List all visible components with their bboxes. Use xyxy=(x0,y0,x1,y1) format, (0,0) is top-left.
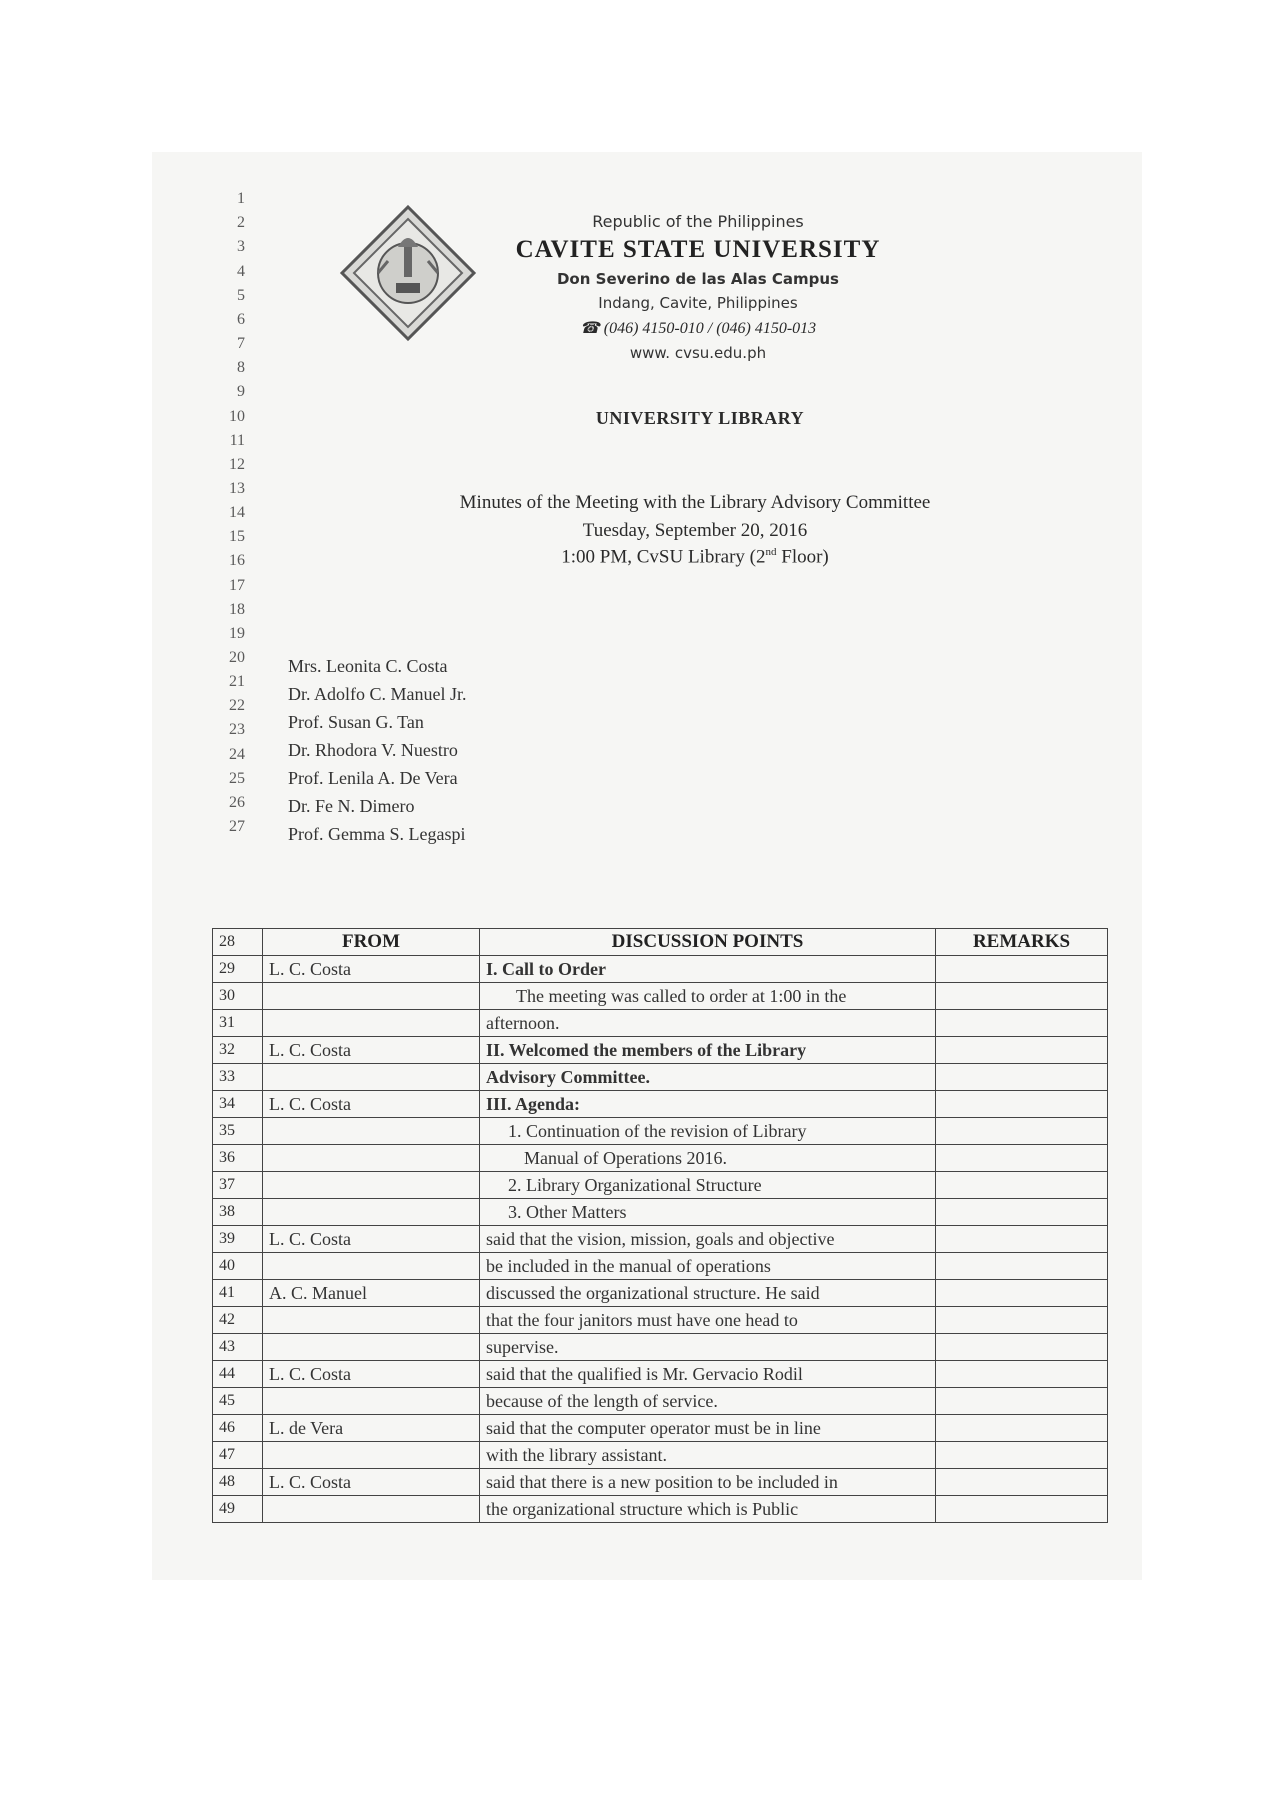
line-number: 12 xyxy=(229,456,245,473)
line-number: 28 xyxy=(213,929,263,956)
remarks-cell xyxy=(936,956,1108,983)
website: www. cvsu.edu.ph xyxy=(629,344,767,362)
remarks-cell xyxy=(936,1226,1108,1253)
attendee-name: Dr. Adolfo C. Manuel Jr. xyxy=(288,684,467,704)
remarks-cell xyxy=(936,1361,1108,1388)
line-number: 8 xyxy=(237,359,245,376)
line-number: 35 xyxy=(213,1118,263,1145)
line-number: 15 xyxy=(229,528,245,545)
discussion-cell: II. Welcomed the members of the Library xyxy=(480,1037,936,1064)
table-row xyxy=(213,1442,1108,1469)
meeting-title: Minutes of the Meeting with the Library Advisory Committee xyxy=(459,492,931,513)
line-number: 40 xyxy=(213,1253,263,1280)
discussion-cell: that the four janitors must have one head to xyxy=(480,1307,936,1334)
campus-name: Don Severino de las Alas Campus xyxy=(556,270,839,288)
table-row xyxy=(213,956,1108,983)
remarks-cell xyxy=(936,1037,1108,1064)
discussion-cell: with the library assistant. xyxy=(480,1442,936,1469)
from-cell xyxy=(263,1064,480,1091)
discussion-cell: Advisory Committee. xyxy=(480,1064,936,1091)
line-number: 43 xyxy=(213,1334,263,1361)
remarks-cell xyxy=(936,1091,1108,1118)
discussion-cell: because of the length of service. xyxy=(480,1388,936,1415)
meeting-time-place xyxy=(400,546,990,568)
line-number: 23 xyxy=(229,721,245,738)
from-cell: L. C. Costa xyxy=(263,956,480,983)
line-number: 20 xyxy=(229,649,245,666)
remarks-cell xyxy=(936,1469,1108,1496)
remarks-cell xyxy=(936,1010,1108,1037)
meeting-date: Tuesday, September 20, 2016 xyxy=(582,520,808,541)
attendee-name: Dr. Fe N. Dimero xyxy=(288,796,415,816)
line-number: 4 xyxy=(237,263,245,280)
attendee-name: Prof. Susan G. Tan xyxy=(288,712,424,732)
remarks-cell xyxy=(936,1307,1108,1334)
remarks-cell xyxy=(936,1253,1108,1280)
meeting-time-place-text: 1:00 PM, CvSU Library (2 xyxy=(561,546,766,568)
phone-numbers: ☎ (046) 4150-010 / (046) 4150-013 xyxy=(579,320,817,337)
line-number: 46 xyxy=(213,1415,263,1442)
university-name: CAVITE STATE UNIVERSITY xyxy=(515,236,881,263)
meeting-floor-text: Floor) xyxy=(776,546,829,568)
table-row xyxy=(213,1199,1108,1226)
discussion-cell: said that there is a new position to be included in xyxy=(480,1469,936,1496)
table-row xyxy=(213,1145,1108,1172)
from-cell xyxy=(263,1172,480,1199)
line-number: 2 xyxy=(237,214,245,231)
line-number: 6 xyxy=(237,311,245,328)
remarks-cell xyxy=(936,1334,1108,1361)
line-number: 47 xyxy=(213,1442,263,1469)
from-cell xyxy=(263,1442,480,1469)
office-title: UNIVERSITY LIBRARY xyxy=(595,408,805,428)
line-number: 10 xyxy=(229,408,245,425)
table-row xyxy=(213,1496,1108,1523)
discussion-cell: 3. Other Matters xyxy=(480,1199,936,1226)
from-cell xyxy=(263,1010,480,1037)
line-number: 49 xyxy=(213,1496,263,1523)
line-number: 3 xyxy=(237,238,245,255)
line-number: 21 xyxy=(229,673,245,690)
line-number: 48 xyxy=(213,1469,263,1496)
table-row xyxy=(213,983,1108,1010)
from-cell xyxy=(263,983,480,1010)
discussion-header: DISCUSSION POINTS xyxy=(480,929,936,956)
table-row xyxy=(213,1226,1108,1253)
line-number: 11 xyxy=(229,432,245,449)
from-cell xyxy=(263,1334,480,1361)
line-number: 16 xyxy=(229,552,245,569)
line-number: 30 xyxy=(213,983,263,1010)
table-row xyxy=(213,1064,1108,1091)
attendee-name: Dr. Rhodora V. Nuestro xyxy=(288,740,458,760)
discussion-cell: be included in the manual of operations xyxy=(480,1253,936,1280)
table-row xyxy=(213,1469,1108,1496)
remarks-header: REMARKS xyxy=(936,929,1108,956)
remarks-cell xyxy=(936,1118,1108,1145)
from-cell: L. C. Costa xyxy=(263,1361,480,1388)
line-number: 29 xyxy=(213,956,263,983)
from-cell xyxy=(263,1307,480,1334)
discussion-cell: Manual of Operations 2016. xyxy=(480,1145,936,1172)
discussion-cell: The meeting was called to order at 1:00 in the xyxy=(480,983,936,1010)
line-number: 22 xyxy=(229,697,245,714)
meeting-floor-superscript: nd xyxy=(765,546,777,558)
table-row xyxy=(213,1091,1108,1118)
from-cell xyxy=(263,1496,480,1523)
line-number: 44 xyxy=(213,1361,263,1388)
from-cell: L. C. Costa xyxy=(263,1469,480,1496)
discussion-cell: 2. Library Organizational Structure xyxy=(480,1172,936,1199)
line-number: 34 xyxy=(213,1091,263,1118)
line-number: 37 xyxy=(213,1172,263,1199)
from-header: FROM xyxy=(263,929,480,956)
discussion-cell: the organizational structure which is Public xyxy=(480,1496,936,1523)
remarks-cell xyxy=(936,1496,1108,1523)
minutes-table xyxy=(212,928,1108,1523)
from-cell xyxy=(263,1145,480,1172)
line-number: 26 xyxy=(229,794,245,811)
table-row xyxy=(213,1307,1108,1334)
remarks-cell xyxy=(936,1172,1108,1199)
table-row xyxy=(213,1118,1108,1145)
remarks-cell xyxy=(936,1199,1108,1226)
table-row xyxy=(213,1415,1108,1442)
line-number: 18 xyxy=(229,601,245,618)
discussion-cell: said that the vision, mission, goals and objective xyxy=(480,1226,936,1253)
line-number: 39 xyxy=(213,1226,263,1253)
table-row xyxy=(213,1172,1108,1199)
discussion-cell: 1. Continuation of the revision of Library xyxy=(480,1118,936,1145)
discussion-cell: said that the qualified is Mr. Gervacio Rodil xyxy=(480,1361,936,1388)
line-number: 24 xyxy=(229,746,245,763)
remarks-cell xyxy=(936,1442,1108,1469)
from-cell: A. C. Manuel xyxy=(263,1280,480,1307)
from-cell: L. C. Costa xyxy=(263,1091,480,1118)
campus-location: Indang, Cavite, Philippines xyxy=(598,294,798,312)
line-number: 41 xyxy=(213,1280,263,1307)
table-row xyxy=(213,1361,1108,1388)
discussion-cell: discussed the organizational structure. He said xyxy=(480,1280,936,1307)
line-number: 45 xyxy=(213,1388,263,1415)
from-cell xyxy=(263,1253,480,1280)
from-cell xyxy=(263,1199,480,1226)
table-row xyxy=(213,1334,1108,1361)
from-cell: L. C. Costa xyxy=(263,1226,480,1253)
line-number: 7 xyxy=(237,335,245,352)
line-number: 9 xyxy=(237,383,245,400)
table-row xyxy=(213,1037,1108,1064)
university-seal xyxy=(338,203,478,343)
attendee-list xyxy=(288,652,467,848)
attendee-name: Prof. Gemma S. Legaspi xyxy=(288,824,466,844)
line-number: 27 xyxy=(229,818,245,835)
table-row xyxy=(213,1388,1108,1415)
line-number: 14 xyxy=(229,504,245,521)
line-number: 13 xyxy=(229,480,245,497)
table-header-row xyxy=(213,929,1108,956)
attendee-name: Mrs. Leonita C. Costa xyxy=(288,656,448,676)
from-cell: L. de Vera xyxy=(263,1415,480,1442)
line-number: 38 xyxy=(213,1199,263,1226)
remarks-cell xyxy=(936,1064,1108,1091)
line-number: 32 xyxy=(213,1037,263,1064)
discussion-cell: I. Call to Order xyxy=(480,956,936,983)
attendee-name: Prof. Lenila A. De Vera xyxy=(288,768,458,788)
from-cell xyxy=(263,1388,480,1415)
line-number: 31 xyxy=(213,1010,263,1037)
line-number: 33 xyxy=(213,1064,263,1091)
line-number: 17 xyxy=(229,577,245,594)
discussion-cell: III. Agenda: xyxy=(480,1091,936,1118)
remarks-cell xyxy=(936,1415,1108,1442)
remarks-cell xyxy=(936,1388,1108,1415)
line-number: 36 xyxy=(213,1145,263,1172)
discussion-cell: said that the computer operator must be in line xyxy=(480,1415,936,1442)
from-cell: L. C. Costa xyxy=(263,1037,480,1064)
line-number: 19 xyxy=(229,625,245,642)
discussion-cell: supervise. xyxy=(480,1334,936,1361)
line-number: 25 xyxy=(229,770,245,787)
table-row xyxy=(213,1010,1108,1037)
line-number: 42 xyxy=(213,1307,263,1334)
discussion-cell: afternoon. xyxy=(480,1010,936,1037)
table-row xyxy=(213,1280,1108,1307)
remarks-cell xyxy=(936,1145,1108,1172)
remarks-cell xyxy=(936,983,1108,1010)
line-number: 5 xyxy=(237,287,245,304)
line-number: 1 xyxy=(237,190,245,207)
from-cell xyxy=(263,1118,480,1145)
table-row xyxy=(213,1253,1108,1280)
republic-line: Republic of the Philippines xyxy=(592,212,804,231)
remarks-cell xyxy=(936,1280,1108,1307)
